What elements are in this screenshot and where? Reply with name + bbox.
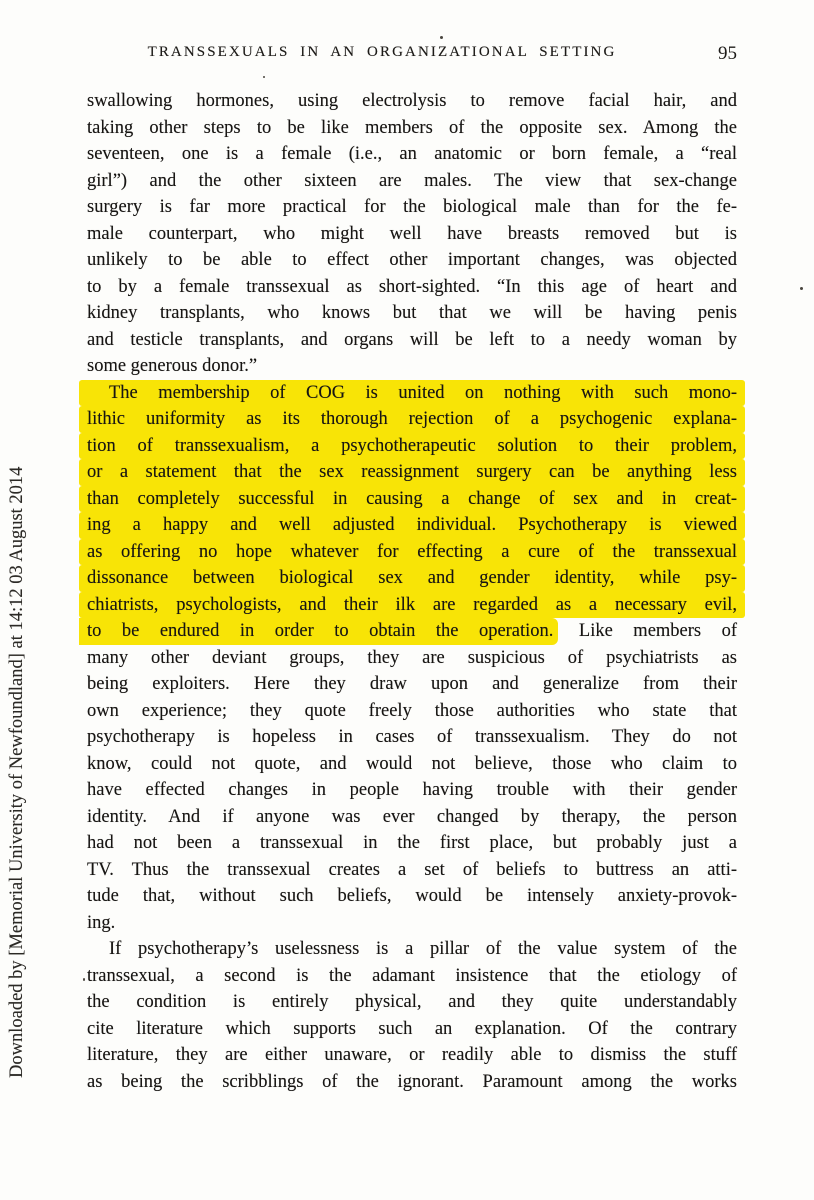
text-segment: lithic uniformity as its thorough rejection of a psychogenic explana-	[87, 409, 737, 429]
text-line	[87, 247, 737, 274]
text-line	[87, 963, 737, 990]
text-line	[87, 300, 737, 327]
text-line	[87, 168, 737, 195]
text-line	[79, 459, 745, 486]
text-segment: own experience; they quote freely those authorities who state that	[87, 700, 737, 721]
text-line	[87, 883, 737, 910]
text-line	[87, 141, 737, 168]
text-segment: taking other steps to be like members of the opposite sex. Among the	[87, 117, 737, 138]
text-segment: chiatrists, psychologists, and their ilk are regarded as a necessary evil,	[87, 594, 737, 615]
scan-speck	[263, 76, 265, 78]
text-line	[87, 1069, 737, 1096]
text-line	[87, 115, 737, 142]
text-segment: kidney transplants, who knows but that we will be having penis	[87, 303, 737, 323]
text-segment: identity. And if anyone was ever changed by therapy, the person	[87, 806, 737, 827]
text-segment: The membership of COG is united on nothing with such mono-	[109, 382, 737, 403]
text-line	[79, 380, 745, 407]
text-segment: many other deviant groups, they are suspicious of psychiatrists as	[87, 647, 737, 668]
text-line	[79, 433, 745, 460]
running-head	[87, 44, 737, 68]
text-segment: some generous donor.”	[87, 356, 258, 376]
text-line	[87, 989, 737, 1016]
page-number: 95	[718, 43, 737, 64]
text-line	[87, 1016, 737, 1043]
text-segment: dissonance between biological sex and gender identity, while psy-	[87, 568, 737, 588]
text-segment: and testicle transplants, and organs will be left to a needy woman by	[87, 329, 737, 350]
highlighted-text: to be endured in order to obtain the operation.	[79, 618, 558, 645]
text-line	[87, 618, 737, 645]
text-segment: ing.	[87, 912, 116, 933]
text-segment: being exploiters. Here they draw upon and generalize from their	[87, 674, 737, 694]
text-segment: TV. Thus the transsexual creates a set of beliefs to buttress an atti-	[87, 859, 737, 880]
text-segment: swallowing hormones, using electrolysis to remove facial hair, and	[87, 91, 737, 111]
text-line	[79, 592, 745, 619]
text-segment: as being the scribblings of the ignorant. Paramount among the works	[87, 1071, 737, 1092]
text-line	[79, 406, 745, 433]
text-segment: the condition is entirely physical, and they quite understandably	[87, 992, 737, 1012]
text-segment: literature, they are either unaware, or readily able to dismiss the stuff	[87, 1045, 737, 1065]
text-line	[87, 936, 737, 963]
text-line	[87, 274, 737, 301]
text-segment: cite literature which supports such an explanation. Of the contrary	[87, 1018, 737, 1039]
text-line	[87, 857, 737, 884]
text-line	[87, 194, 737, 221]
text-line	[79, 565, 745, 592]
text-line	[87, 353, 737, 380]
text-segment: know, could not quote, and would not believe, those who claim to	[87, 753, 737, 774]
text-segment: transsexual, a second is the adamant insistence that the etiology of	[87, 965, 737, 986]
text-segment: male counterpart, who might well have breasts removed but is	[87, 223, 737, 244]
text-segment: as offering no hope whatever for effecting a cure of the transsexual	[87, 541, 737, 562]
scan-speck	[83, 978, 85, 981]
text-segment: seventeen, one is a female (i.e., an anatomic or born female, a “real	[87, 144, 737, 164]
text-line	[87, 671, 737, 698]
text-line	[87, 804, 737, 831]
text-line	[87, 88, 737, 115]
text-segment: have effected changes in people having trouble with their gender	[87, 780, 737, 800]
text-line	[87, 327, 737, 354]
text-line	[87, 1042, 737, 1069]
text-line	[87, 724, 737, 751]
text-segment: to by a female transsexual as short-sighted. “In this age of heart and	[87, 276, 737, 297]
text-segment: If psychotherapy’s uselessness is a pillar of the value system of the	[109, 939, 737, 959]
text-line	[79, 539, 745, 566]
text-line	[79, 486, 745, 513]
text-segment: girl”) and the other sixteen are males. The view that sex-change	[87, 170, 737, 191]
text-segment: unlikely to be able to effect other important changes, was objected	[87, 250, 737, 270]
text-line	[87, 751, 737, 778]
download-watermark: Downloaded by [Memorial University of Newfoundland] at 14:12 03 August 2014	[7, 466, 27, 1078]
text-segment: surgery is far more practical for the biological male than for the fe-	[87, 197, 737, 217]
text-line	[87, 221, 737, 248]
text-segment: tion of transsexualism, a psychotherapeutic solution to their problem,	[87, 435, 737, 456]
text-segment: had not been a transsexual in the first place, but probably just a	[87, 833, 737, 853]
text-line	[87, 910, 737, 937]
text-line	[79, 512, 745, 539]
text-line	[87, 777, 737, 804]
scan-speck	[440, 36, 443, 39]
text-segment: tude that, without such beliefs, would be intensely anxiety-provok-	[87, 886, 737, 906]
text-segment: than completely successful in causing a change of sex and in creat-	[87, 488, 737, 509]
text-segment: or a statement that the sex reassignment surgery can be anything less	[87, 462, 737, 482]
scan-speck	[800, 287, 803, 290]
text-segment: ing a happy and well adjusted individual. Psychotherapy is viewed	[87, 515, 737, 535]
page-body	[87, 88, 737, 1095]
text-segment: psychotherapy is hopeless in cases of transsexualism. They do not	[87, 727, 737, 747]
text-segment: Like members of	[558, 621, 738, 641]
text-line	[87, 698, 737, 725]
text-line	[87, 830, 737, 857]
text-line	[87, 645, 737, 672]
page-title: TRANSSEXUALS IN AN ORGANIZATIONAL SETTING	[147, 44, 617, 60]
